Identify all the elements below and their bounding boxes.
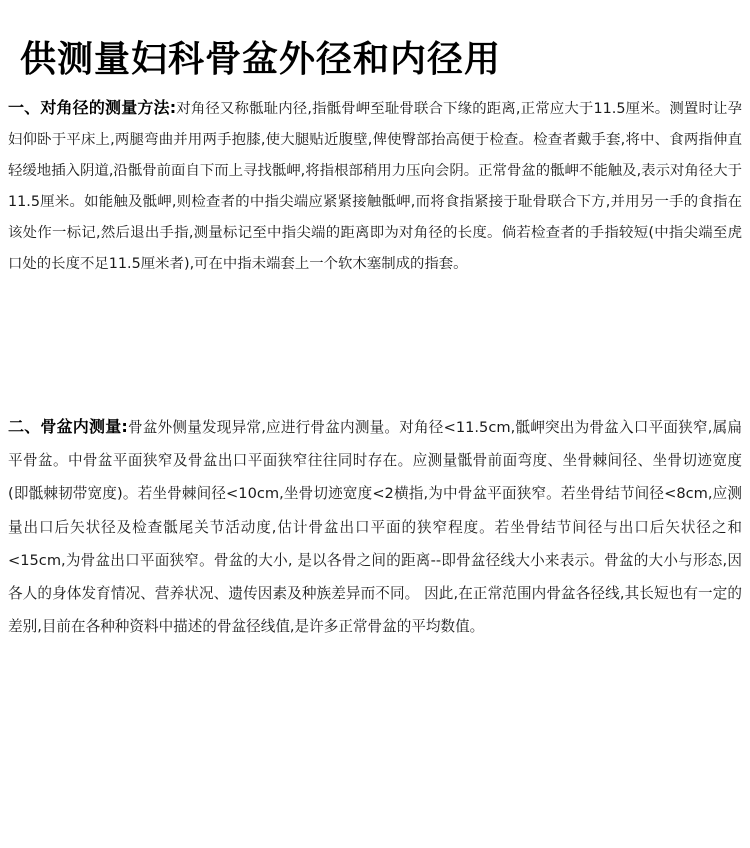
page-title: 供测量妇科骨盆外径和内径用 [20,39,502,80]
section-heading: 一、对角径的测量方法: [8,98,177,117]
section-heading: 二、骨盆内测量: [8,417,128,436]
section-body: 骨盆外侧量发现异常,应进行骨盆内测量。对角径<11.5cm,骶岬突出为骨盆入口平面狭窄,属扁平骨盆。中骨盆平面狭窄及骨盆出口平面狭窄往往同时存在。应测量骶骨前面弯度、坐骨棘间径、坐骨切迹宽度(即骶棘韧带宽度)。若坐骨棘间径<10cm,坐骨切迹宽度<2横指,为中骨盆平面狭窄。若坐骨结节间径<8cm,应测量出口后矢状径及检查骶尾关节活动度,估计骨盆出口平面的狭窄程度。若坐骨结节间径与出口后矢状径之和<15cm,为骨盆出口平面狭窄。骨盆的大小, 是以各骨之间的距离--即骨盆径线大小来表示。骨盆的大小与形态,因各人的身体发育情况、营养状况、遗传因素及种族差异而不同。 因此,在正常范围内骨盆各径线,其长短也有一定的差别,目前在各种种资料中描述的骨盆径线值,是许多正常骨盆的平均数值。 [8,419,742,636]
section-paragraph [8,92,742,280]
section-paragraph [8,410,742,643]
section-body: 对角径又称骶耻内径,指骶骨岬至耻骨联合下缘的距离,正常应大于11.5厘米。测置时让孕妇仰卧于平床上,两腿弯曲并用两手抱膝,使大腿贴近腹壁,俾使臀部抬高便于检查。检查者戴手套,将中、食两指伸直轻缓地插入阴道,沿骶骨前面自下而上寻找骶岬,将指根部稍用力压向会阴。正常骨盆的骶岬不能触及,表示对角径大于11.5厘米。如能触及骶岬,则检查者的中指尖端应紧紧接触骶岬,而将食指紧接于耻骨联合下方,并用另一手的食指在该处作一标记,然后退出手指,测量标记至中指尖端的距离即为对角径的长度。倘若检查者的手指较短(中指尖端至虎口处的长度不足11.5厘米者),可在中指未端套上一个软木塞制成的指套。 [8,101,742,272]
section-diagonal-conjugate [8,92,742,280]
section-internal-pelvimetry [8,410,742,643]
